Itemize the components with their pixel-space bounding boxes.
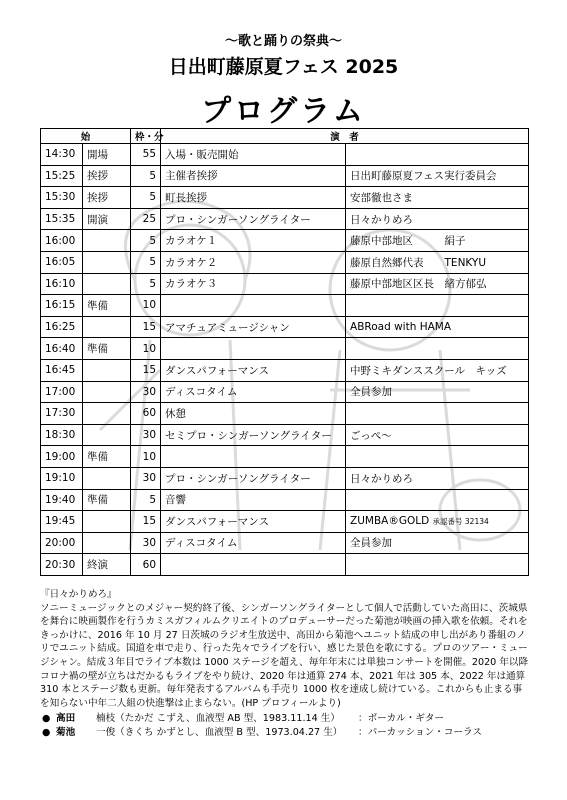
cell-performer-text: 日々かりめろ bbox=[350, 213, 414, 226]
cell-time bbox=[41, 381, 83, 403]
cell-minutes bbox=[131, 316, 161, 338]
cell-time bbox=[41, 208, 83, 230]
cell-minutes-text: 15 bbox=[142, 515, 157, 528]
table-row bbox=[41, 165, 529, 187]
cell-program bbox=[161, 187, 346, 209]
cell-time bbox=[41, 446, 83, 468]
cell-minutes-text: 25 bbox=[142, 213, 157, 226]
cell-program-text: 休憩 bbox=[165, 407, 187, 420]
cell-program-text: アマチュアミュージシャン bbox=[165, 321, 290, 334]
cell-minutes-text: 5 bbox=[149, 256, 157, 269]
cell-minutes bbox=[131, 187, 161, 209]
cell-performer bbox=[346, 511, 529, 533]
cell-minutes-text: 30 bbox=[142, 536, 157, 549]
cell-program bbox=[161, 424, 346, 446]
cell-time-text: 19:40 bbox=[45, 493, 76, 506]
cell-time bbox=[41, 554, 83, 576]
cell-kind bbox=[83, 295, 131, 317]
cell-performer-text: 全員参加 bbox=[350, 386, 393, 399]
cell-time bbox=[41, 165, 83, 187]
cell-performer bbox=[346, 489, 529, 511]
cell-performer bbox=[346, 403, 529, 425]
table-row bbox=[41, 251, 529, 273]
cell-time-text: 16:00 bbox=[45, 234, 76, 247]
cell-kind-text: 準備 bbox=[87, 451, 108, 464]
cell-performer-text: ごっぺ〜 bbox=[350, 429, 392, 442]
cell-kind-text: 準備 bbox=[87, 299, 108, 312]
cell-minutes bbox=[131, 467, 161, 489]
cell-performer-text: ABRoad with HAMA bbox=[350, 321, 452, 334]
cell-program bbox=[161, 489, 346, 511]
cell-performer bbox=[346, 251, 529, 273]
cell-minutes bbox=[131, 511, 161, 533]
cell-program-text: セミプロ・シンガーソングライター bbox=[165, 429, 332, 442]
table-row bbox=[41, 273, 529, 295]
cell-performer-text: 安部徹也さま bbox=[350, 191, 414, 204]
cell-minutes-text: 60 bbox=[142, 558, 157, 571]
header-duration: 枠・分 bbox=[131, 129, 161, 144]
member-item bbox=[40, 712, 530, 726]
cell-minutes bbox=[131, 144, 161, 166]
table-row bbox=[41, 338, 529, 360]
cell-program-text: 町長挨拶 bbox=[165, 191, 208, 204]
cell-time-text: 19:45 bbox=[45, 515, 76, 528]
page-heading: プログラム bbox=[201, 94, 366, 129]
cell-kind bbox=[83, 208, 131, 230]
header-performer: 演 者 bbox=[161, 129, 529, 144]
cell-kind-text: 準備 bbox=[87, 343, 108, 356]
cell-performer bbox=[346, 295, 529, 317]
notes-body: ソニーミュージックとのメジャー契約終了後、シンガーソングライターとして個人で活動していた高田に、茨城県を舞台に映画製作を行うカミスガフィルムクリエイトのプロデューサーだった菊池が映画の挿入歌を依頼。それをきっかけに、2016 年 10 月 27 日茨城のラジオ生放送中、高田から菊池へユニット結成の申し出があり番組のノリでユニット結成。国道を車で走り、行った先々でライブを行い、感じた景色を歌にする。プロのツアー・ミュージシャン。結成３年目でライブ本数は 1000 ステージを超え、毎年年末には単独コンサートを開催。2020 年以降コロナ禍の壁が立ちはだかるもライブをやり続け、2020 年は通算 274 本、2021 年は 305 本、2022 年は通算 310 本とステージ数も更新。毎年発表するアルバムも手売り 1000 枚を達成し続けている。これからも止まる事を知らない中年二人組の快進撃は止まらない。(HP プロフィールより) bbox=[40, 602, 529, 709]
cell-minutes-text: 5 bbox=[149, 169, 157, 182]
cell-time-text: 15:30 bbox=[45, 191, 76, 204]
cell-performer-text: 全員参加 bbox=[350, 537, 393, 550]
program-table bbox=[40, 128, 529, 576]
cell-kind bbox=[83, 316, 131, 338]
cell-minutes bbox=[131, 338, 161, 360]
cell-time-text: 14:30 bbox=[45, 148, 76, 161]
cell-minutes bbox=[131, 208, 161, 230]
cell-kind bbox=[83, 467, 131, 489]
cell-kind bbox=[83, 338, 131, 360]
cell-minutes-text: 5 bbox=[149, 493, 157, 506]
cell-performer-note: 承認番号 32134 bbox=[432, 517, 489, 527]
cell-program-text: ディスコタイム bbox=[165, 386, 238, 399]
member-list bbox=[40, 712, 530, 739]
cell-minutes bbox=[131, 251, 161, 273]
cell-time bbox=[41, 338, 83, 360]
cell-time bbox=[41, 424, 83, 446]
table-row bbox=[41, 403, 529, 425]
cell-kind-text: 開場 bbox=[87, 148, 108, 161]
cell-kind bbox=[83, 403, 131, 425]
cell-kind-text: 開演 bbox=[87, 213, 108, 226]
cell-kind bbox=[83, 424, 131, 446]
cell-minutes bbox=[131, 273, 161, 295]
cell-minutes bbox=[131, 165, 161, 187]
cell-performer bbox=[346, 359, 529, 381]
cell-kind bbox=[83, 359, 131, 381]
cell-program bbox=[161, 554, 346, 576]
cell-program-text: 入場・販売開始 bbox=[165, 148, 239, 161]
notes-heading: 『日々かりめろ』 bbox=[40, 589, 117, 600]
cell-time-text: 16:40 bbox=[45, 342, 76, 355]
cell-kind bbox=[83, 165, 131, 187]
event-title: 日出町藤原夏フェス 2025 bbox=[168, 56, 399, 78]
cell-time-text: 18:30 bbox=[45, 429, 76, 442]
cell-program-text: ダンスパフォーマンス bbox=[165, 364, 269, 377]
cell-minutes bbox=[131, 424, 161, 446]
cell-minutes bbox=[131, 230, 161, 252]
cell-performer-text: 日々かりめろ bbox=[350, 472, 414, 485]
cell-kind bbox=[83, 273, 131, 295]
cell-performer-text: 藤原自然郷代表 TENKYU bbox=[350, 256, 487, 269]
cell-performer bbox=[346, 338, 529, 360]
table-row bbox=[41, 446, 529, 468]
cell-minutes-text: 15 bbox=[142, 364, 157, 377]
cell-program bbox=[161, 359, 346, 381]
cell-program bbox=[161, 381, 346, 403]
cell-program-text: カラオケ１ bbox=[165, 235, 218, 248]
cell-program-text: ダンスパフォーマンス bbox=[165, 515, 269, 528]
table-row bbox=[41, 208, 529, 230]
event-subtitle: 〜歌と踊りの祭典〜 bbox=[224, 34, 342, 49]
table-row bbox=[41, 144, 529, 166]
cell-time-text: 20:00 bbox=[45, 536, 76, 549]
cell-time bbox=[41, 295, 83, 317]
cell-performer bbox=[346, 316, 529, 338]
cell-program bbox=[161, 511, 346, 533]
cell-minutes-text: 5 bbox=[149, 277, 157, 290]
cell-program bbox=[161, 532, 346, 554]
cell-program bbox=[161, 144, 346, 166]
cell-kind bbox=[83, 446, 131, 468]
member-bullet: ● bbox=[42, 726, 51, 738]
cell-performer-text: ZUMBA®GOLD bbox=[350, 515, 433, 528]
cell-time bbox=[41, 403, 83, 425]
cell-performer bbox=[346, 424, 529, 446]
cell-kind-text: 終演 bbox=[87, 559, 108, 572]
cell-program-text: 音響 bbox=[165, 494, 187, 507]
cell-minutes-text: 5 bbox=[149, 191, 157, 204]
cell-time bbox=[41, 144, 83, 166]
cell-minutes-text: 10 bbox=[142, 299, 157, 312]
cell-minutes bbox=[131, 295, 161, 317]
table-header-row bbox=[41, 129, 529, 144]
cell-minutes bbox=[131, 532, 161, 554]
cell-performer-text: 藤原中部地区区長 緒方郁弘 bbox=[350, 278, 487, 291]
cell-time-text: 19:00 bbox=[45, 450, 76, 463]
performer-notes bbox=[40, 588, 530, 740]
cell-kind-text: 挨拶 bbox=[87, 170, 108, 183]
cell-kind-text: 挨拶 bbox=[87, 191, 108, 204]
cell-performer bbox=[346, 532, 529, 554]
cell-minutes-text: 30 bbox=[142, 429, 157, 442]
cell-minutes bbox=[131, 403, 161, 425]
cell-performer bbox=[346, 165, 529, 187]
cell-minutes bbox=[131, 489, 161, 511]
cell-minutes-text: 30 bbox=[142, 385, 157, 398]
cell-time-text: 17:00 bbox=[45, 385, 76, 398]
cell-program bbox=[161, 295, 346, 317]
cell-performer bbox=[346, 554, 529, 576]
cell-time-text: 20:30 bbox=[45, 558, 76, 571]
cell-kind bbox=[83, 489, 131, 511]
cell-kind bbox=[83, 230, 131, 252]
table-row bbox=[41, 467, 529, 489]
cell-time bbox=[41, 511, 83, 533]
cell-time bbox=[41, 187, 83, 209]
cell-program bbox=[161, 165, 346, 187]
cell-time-text: 16:05 bbox=[45, 256, 76, 269]
cell-minutes-text: 15 bbox=[142, 321, 157, 334]
cell-program bbox=[161, 446, 346, 468]
cell-time bbox=[41, 532, 83, 554]
cell-kind-text: 準備 bbox=[87, 494, 108, 507]
cell-time-text: 16:10 bbox=[45, 277, 76, 290]
cell-kind bbox=[83, 511, 131, 533]
table-row bbox=[41, 532, 529, 554]
cell-performer bbox=[346, 273, 529, 295]
cell-minutes-text: 10 bbox=[142, 450, 157, 463]
cell-kind bbox=[83, 251, 131, 273]
table-row bbox=[41, 489, 529, 511]
cell-kind bbox=[83, 532, 131, 554]
cell-time-text: 19:10 bbox=[45, 472, 76, 485]
cell-program bbox=[161, 208, 346, 230]
cell-kind bbox=[83, 381, 131, 403]
member-name: 高田 bbox=[56, 713, 76, 725]
cell-program bbox=[161, 403, 346, 425]
cell-time-text: 16:15 bbox=[45, 299, 76, 312]
table-row bbox=[41, 316, 529, 338]
cell-program-text: プロ・シンガーソングライター bbox=[165, 213, 311, 226]
cell-performer bbox=[346, 187, 529, 209]
table-row bbox=[41, 424, 529, 446]
cell-minutes-text: 55 bbox=[142, 148, 157, 161]
table-row bbox=[41, 187, 529, 209]
header-start: 始 bbox=[41, 129, 131, 144]
cell-time bbox=[41, 316, 83, 338]
table-row bbox=[41, 554, 529, 576]
cell-time bbox=[41, 467, 83, 489]
cell-minutes-text: 10 bbox=[142, 342, 157, 355]
cell-time-text: 16:45 bbox=[45, 364, 76, 377]
member-name: 菊池 bbox=[56, 726, 76, 738]
cell-program bbox=[161, 338, 346, 360]
cell-performer bbox=[346, 144, 529, 166]
cell-performer bbox=[346, 467, 529, 489]
cell-performer-text: 藤原中部地区 絹子 bbox=[350, 235, 466, 248]
cell-time-text: 16:25 bbox=[45, 321, 76, 334]
cell-minutes-text: 5 bbox=[149, 234, 157, 247]
cell-minutes-text: 30 bbox=[142, 472, 157, 485]
cell-program bbox=[161, 230, 346, 252]
cell-minutes bbox=[131, 381, 161, 403]
cell-program-text: ディスコタイム bbox=[165, 537, 238, 550]
cell-performer bbox=[346, 230, 529, 252]
cell-kind bbox=[83, 554, 131, 576]
cell-minutes bbox=[131, 359, 161, 381]
cell-time-text: 15:25 bbox=[45, 169, 76, 182]
cell-minutes bbox=[131, 446, 161, 468]
cell-performer bbox=[346, 208, 529, 230]
cell-program bbox=[161, 467, 346, 489]
member-item bbox=[40, 726, 530, 740]
cell-kind bbox=[83, 144, 131, 166]
cell-program-text: カラオケ２ bbox=[165, 256, 218, 269]
cell-program-text: 主催者挨拶 bbox=[165, 170, 218, 183]
cell-program bbox=[161, 316, 346, 338]
cell-time bbox=[41, 359, 83, 381]
member-role: ：ボーカル・ギター bbox=[358, 713, 445, 725]
cell-program bbox=[161, 251, 346, 273]
cell-program bbox=[161, 273, 346, 295]
table-row bbox=[41, 295, 529, 317]
cell-performer bbox=[346, 446, 529, 468]
cell-time-text: 17:30 bbox=[45, 407, 76, 420]
cell-performer-text: 中野ミキダンススクール キッズ bbox=[350, 364, 507, 377]
member-reading: 楠枝（たかだ こずえ、血液型 AB 型、1983.11.14 生） bbox=[96, 713, 340, 725]
table-row bbox=[41, 511, 529, 533]
cell-minutes-text: 60 bbox=[142, 407, 157, 420]
member-role: ：パーカッション・コーラス bbox=[358, 726, 482, 738]
table-row bbox=[41, 381, 529, 403]
cell-minutes bbox=[131, 554, 161, 576]
cell-kind bbox=[83, 187, 131, 209]
table-row bbox=[41, 230, 529, 252]
cell-time bbox=[41, 273, 83, 295]
cell-time bbox=[41, 251, 83, 273]
cell-program-text: プロ・シンガーソングライター bbox=[165, 472, 311, 485]
cell-performer bbox=[346, 381, 529, 403]
cell-time bbox=[41, 489, 83, 511]
cell-performer-text: 日出町藤原夏フェス実行委員会 bbox=[350, 170, 497, 183]
member-bullet: ● bbox=[42, 713, 51, 725]
table-row bbox=[41, 359, 529, 381]
cell-time bbox=[41, 230, 83, 252]
cell-program-text: カラオケ３ bbox=[165, 278, 218, 291]
cell-time-text: 15:35 bbox=[45, 213, 76, 226]
member-reading: 一俊（きくち かずとし、血液型 B 型、1973.04.27 生） bbox=[96, 726, 343, 738]
